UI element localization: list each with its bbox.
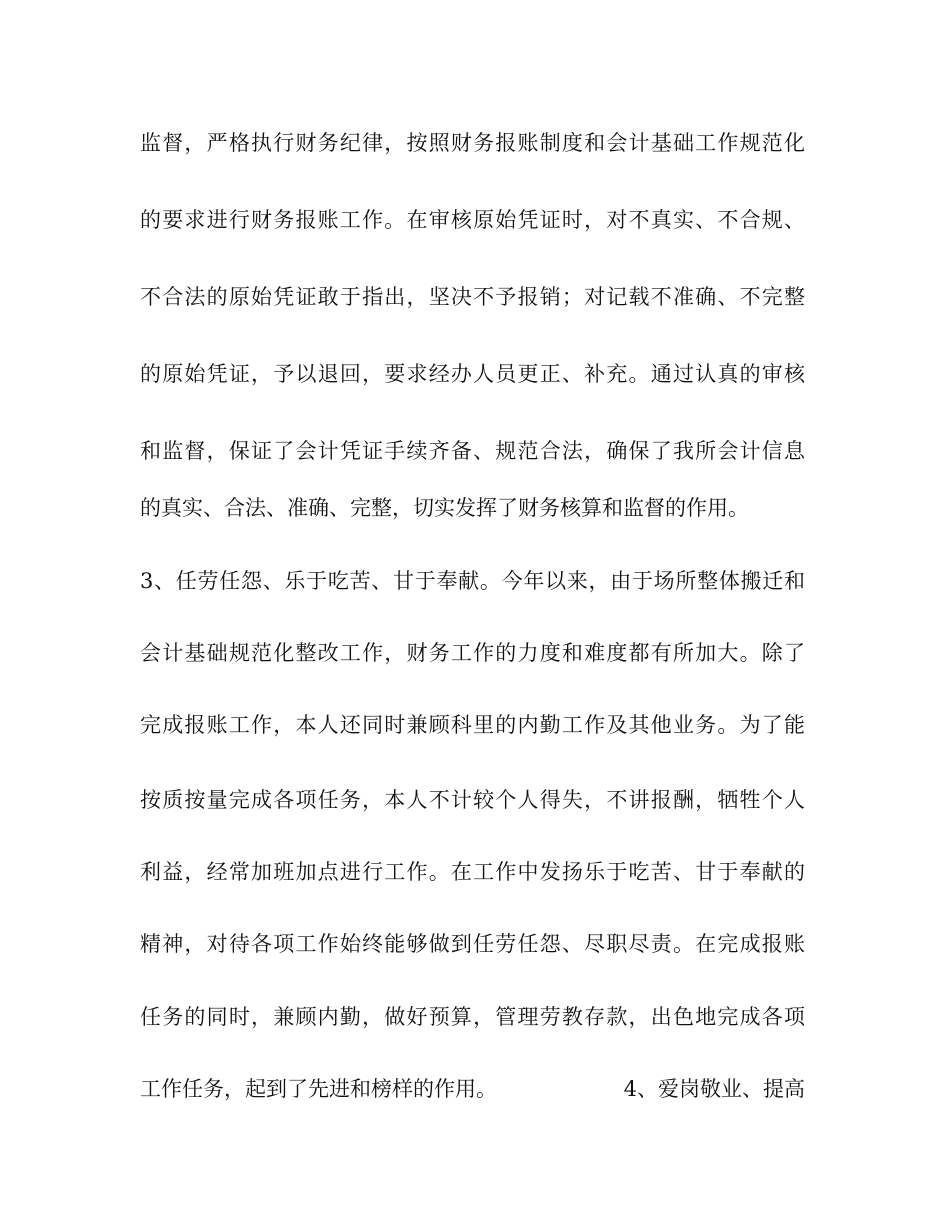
text-line-10: 按质按量完成各项任务，本人不计较个人得失，不讲报酬，牺牲个人 — [140, 788, 805, 812]
text-line-8: 会计基础规范化整改工作，财务工作的力度和难度都有所加大。除了 — [140, 641, 805, 665]
text-line-3: 不合法的原始凭证敢于指出，坚决不予报销；对记载不准确、不完整 — [140, 285, 805, 309]
text-line-5: 和监督，保证了会计凭证手续齐备、规范合法，确保了我所会计信息 — [140, 439, 805, 463]
text-line-9: 完成报账工作，本人还同时兼顾科里的内勤工作及其他业务。为了能 — [140, 713, 805, 737]
text-line-14-right: 4、爱岗敬业、提高 — [623, 1077, 805, 1101]
text-line-6: 的真实、合法、准确、完整，切实发挥了财务核算和监督的作用。 — [140, 496, 749, 520]
text-line-13: 任务的同时，兼顾内勤，做好预算，管理劳教存款，出色地完成各项 — [140, 1005, 805, 1029]
text-line-12: 精神，对待各项工作始终能够做到任劳任怨、尽职尽责。在完成报账 — [140, 932, 805, 956]
text-line-14-left: 工作任务，起到了先进和榜样的作用。 — [140, 1077, 497, 1101]
text-line-2: 的要求进行财务报账工作。在审核原始凭证时，对不真实、不合规、 — [140, 208, 805, 232]
text-line-7: 3、任劳任怨、乐于吃苦、甘于奉献。今年以来，由于场所整体搬迁和 — [140, 569, 805, 593]
text-line-4: 的原始凭证，予以退回，要求经办人员更正、补充。通过认真的审核 — [140, 362, 805, 386]
text-line-14 — [140, 1074, 805, 1104]
text-line-11: 利益，经常加班加点进行工作。在工作中发扬乐于吃苦、甘于奉献的 — [140, 860, 805, 884]
text-line-1: 监督，严格执行财务纪律，按照财务报账制度和会计基础工作规范化 — [140, 131, 805, 155]
